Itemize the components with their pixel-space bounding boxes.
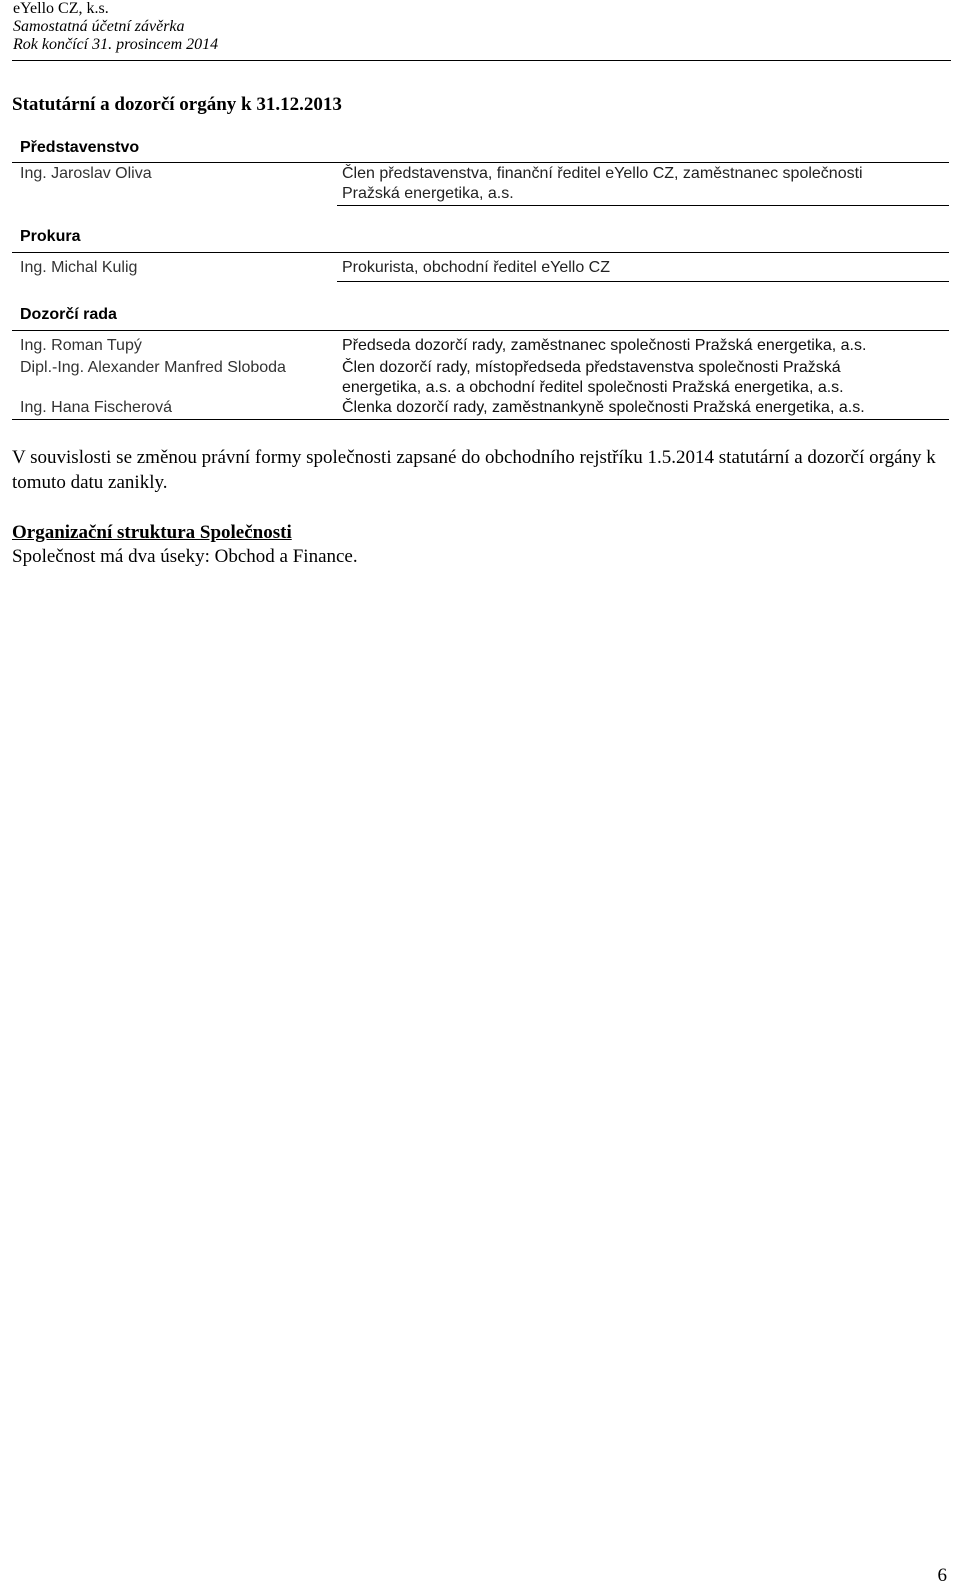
role-line: Člen dozorčí rady, místopředseda představenstva společnosti Pražská [342, 359, 841, 376]
table-rule [12, 330, 337, 331]
org-structure-heading: Organizační struktura Společnosti [12, 522, 292, 543]
supervisory-heading: Dozorčí rada [20, 306, 117, 323]
procura-member-role: Prokurista, obchodní ředitel eYello CZ [342, 259, 610, 276]
reporting-period: Rok končící 31. prosincem 2014 [13, 36, 219, 53]
table-rule [12, 419, 337, 420]
supervisory-member-role [342, 358, 942, 398]
supervisory-member-role: Předseda dozorčí rady, zaměstnanec společnosti Pražská energetika, a.s. [342, 337, 867, 354]
supervisory-member-role: Členka dozorčí rady, zaměstnankyně společnosti Pražská energetika, a.s. [342, 399, 865, 416]
table-rule [337, 252, 949, 253]
document-header [13, 0, 218, 54]
board-member-role [342, 164, 942, 204]
supervisory-member-name: Ing. Roman Tupý [20, 337, 142, 354]
procura-member-name: Ing. Michal Kulig [20, 259, 138, 276]
table-rule [337, 281, 949, 282]
table-rule [337, 162, 949, 163]
table-rule [12, 162, 337, 163]
dissolution-note: V souvislosti se změnou právní formy společnosti zapsané do obchodního rejstříku 1.5.2014 statutární a dozorčí orgány k tomuto datu zanikly. [12, 447, 936, 493]
supervisory-member-name: Ing. Hana Fischerová [20, 399, 173, 416]
role-line: energetika, a.s. a obchodní ředitel společnosti Pražská energetika, a.s. [342, 379, 844, 396]
page-number: 6 [937, 1565, 947, 1586]
table-rule [337, 205, 949, 206]
board-heading: Představenstvo [20, 139, 140, 156]
procura-heading: Prokura [20, 228, 81, 245]
table-rule [337, 330, 949, 331]
org-structure-text: Společnost má dva úseky: Obchod a Finance. [12, 546, 358, 567]
role-line: Pražská energetika, a.s. [342, 185, 514, 202]
supervisory-member-name: Dipl.-Ing. Alexander Manfred Sloboda [20, 359, 286, 376]
table-rule [337, 419, 949, 420]
role-line: Člen představenstva, finanční ředitel eYello CZ, zaměstnanec společnosti [342, 165, 863, 182]
board-member-name: Ing. Jaroslav Oliva [20, 165, 152, 182]
section-title: Statutární a dozorčí orgány k 31.12.2013 [12, 94, 342, 115]
header-divider [12, 60, 951, 61]
document-type: Samostatná účetní závěrka [13, 18, 185, 35]
table-rule [12, 252, 337, 253]
company-name: eYello CZ, k.s. [13, 0, 109, 17]
